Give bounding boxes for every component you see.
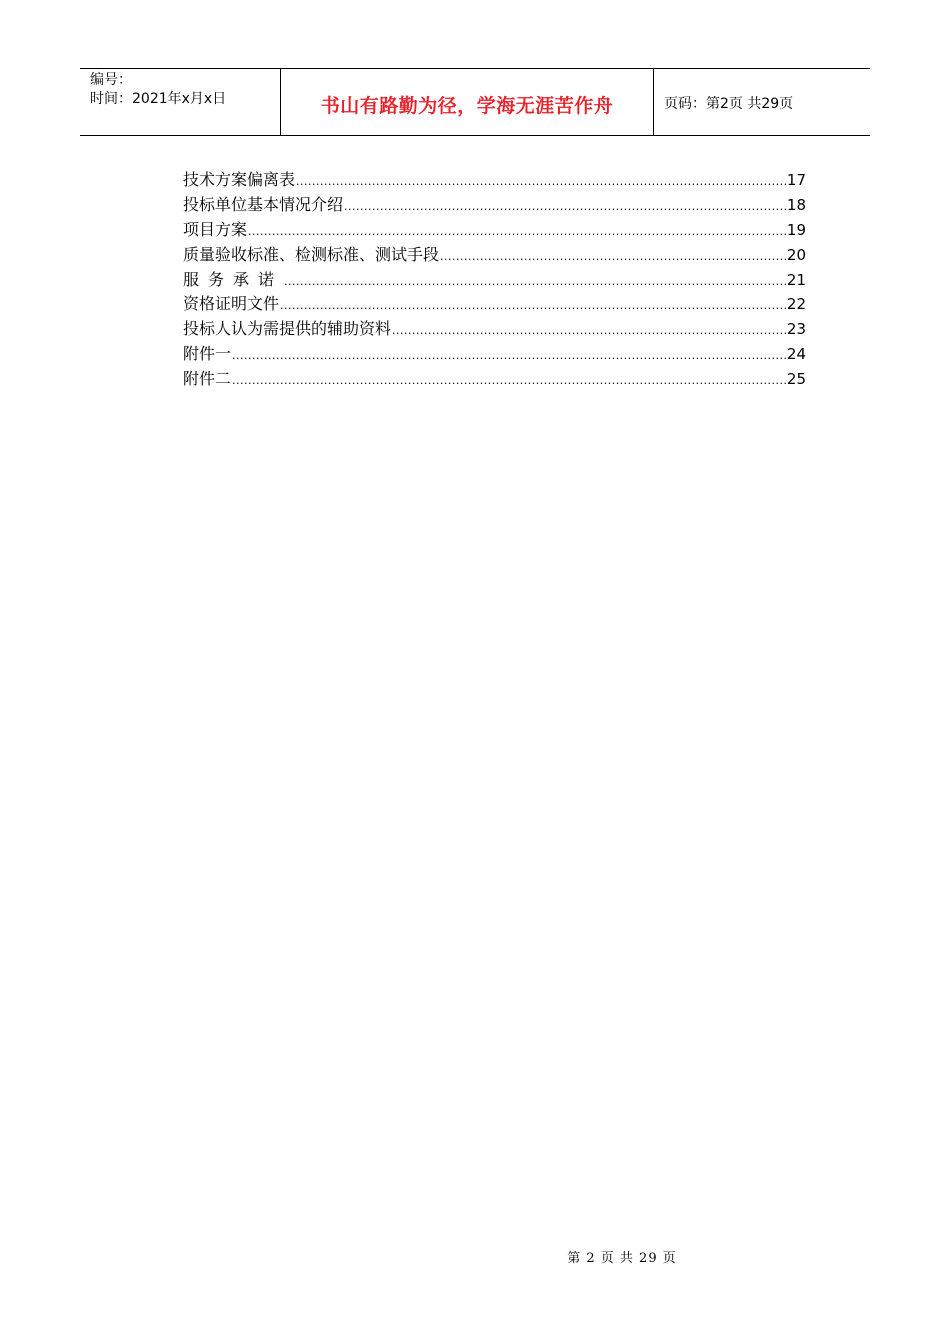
toc-entry[interactable] (183, 367, 806, 392)
toc-entry[interactable] (183, 317, 806, 342)
toc-entry-page: 25 (786, 370, 806, 389)
toc-dot-leader (232, 344, 786, 369)
toc-dot-leader (280, 294, 786, 319)
toc-dot-leader (392, 319, 786, 344)
table-of-contents (183, 168, 806, 392)
toc-entry[interactable] (183, 268, 806, 293)
toc-entry-page: 20 (786, 245, 806, 264)
toc-dot-leader (232, 369, 786, 394)
toc-dot-leader (296, 170, 786, 195)
page-footer (0, 1247, 950, 1266)
footer-page-number: 第 2 页 共 29 页 (567, 1251, 677, 1266)
toc-entry-page: 17 (786, 171, 806, 189)
toc-entry-title: 附件一 (183, 344, 232, 364)
toc-dot-leader (344, 195, 786, 220)
toc-entry-title: 投标人认为需提供的辅助资料 (183, 319, 392, 339)
toc-entry-page: 22 (786, 295, 806, 314)
toc-entry-title: 投标单位基本情况介绍 (183, 194, 344, 214)
toc-entry-page: 24 (786, 345, 806, 364)
toc-entry-page: 18 (786, 195, 806, 214)
header-left-cell (80, 69, 281, 135)
document-number-label: 编号： (90, 72, 132, 88)
toc-dot-leader (248, 220, 786, 245)
toc-entry-page: 21 (786, 270, 806, 289)
toc-entry[interactable] (183, 193, 806, 218)
toc-dot-leader (440, 245, 786, 270)
toc-entry-title: 技术方案偏离表 (183, 170, 296, 189)
toc-entry-page: 19 (786, 220, 806, 239)
toc-entry-title: 服务承诺 (183, 269, 284, 289)
toc-entry-page: 23 (786, 320, 806, 339)
toc-entry[interactable] (183, 218, 806, 243)
toc-entry[interactable] (183, 292, 806, 317)
toc-dot-leader (284, 270, 786, 295)
header-motto: 书山有路勤为径，学海无涯苦作舟 (320, 94, 614, 117)
header-page-info: 页码：第2页 共29页 (664, 96, 794, 112)
toc-entry-title: 项目方案 (183, 219, 248, 239)
document-time-label: 时间：2021年x月x日 (90, 91, 227, 107)
page-header (80, 68, 870, 136)
toc-entry-title: 附件二 (183, 369, 232, 389)
toc-entry-title: 资格证明文件 (183, 294, 280, 314)
header-page-cell (654, 69, 870, 135)
toc-entry[interactable] (183, 243, 806, 268)
toc-entry[interactable] (183, 342, 806, 367)
toc-entry-title: 质量验收标准、检测标准、测试手段 (183, 244, 440, 264)
toc-entry[interactable] (183, 168, 806, 193)
header-motto-cell (281, 69, 654, 135)
